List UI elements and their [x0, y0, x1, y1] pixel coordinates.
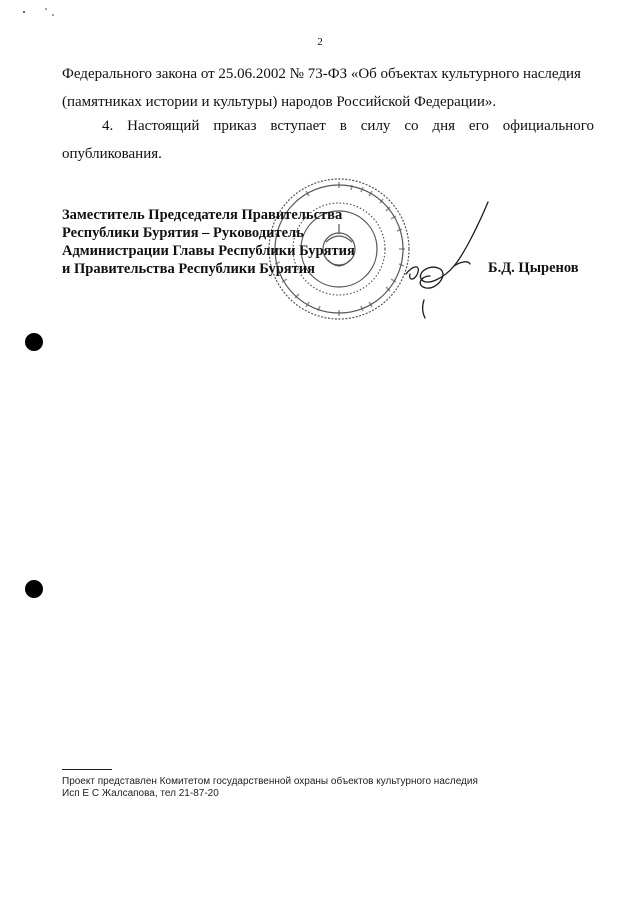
footnote-divider: [62, 769, 112, 770]
signatory-position-line-2: Республики Бурятия – Руководитель: [62, 225, 304, 241]
scan-specks: [0, 0, 70, 20]
body-paragraph-2-line-2: опубликования.: [62, 146, 162, 162]
punch-hole-icon: [25, 580, 43, 598]
signatory-name: Б.Д. Цыренов: [488, 260, 579, 276]
signatory-position-line-1: Заместитель Председателя Правительства: [62, 207, 343, 223]
body-paragraph-1: Федерального закона от 25.06.2002 № 73-ФЗ «Об объектах культурного наследия (памятниках истории и культуры) народов Российской Федерации».: [62, 66, 581, 110]
signatory-position-line-4: и Правительства Республики Бурятия: [62, 261, 315, 277]
page-number: 2: [317, 36, 323, 48]
footnote-line-1: Проект представлен Комитетом государственной охраны объектов культурного наследия: [62, 776, 478, 787]
handwritten-signature-icon: [398, 196, 494, 322]
body-paragraph-2-line-1: 4. Настоящий приказ вступает в силу со дня его официального: [102, 118, 594, 134]
signatory-position: [62, 206, 392, 278]
footnote-line-2: Исп Е С Жалсапова, тел 21-87-20: [62, 788, 219, 799]
signatory-position-line-3: Администрации Главы Республики Бурятия: [62, 243, 355, 259]
punch-hole-icon: [25, 333, 43, 351]
